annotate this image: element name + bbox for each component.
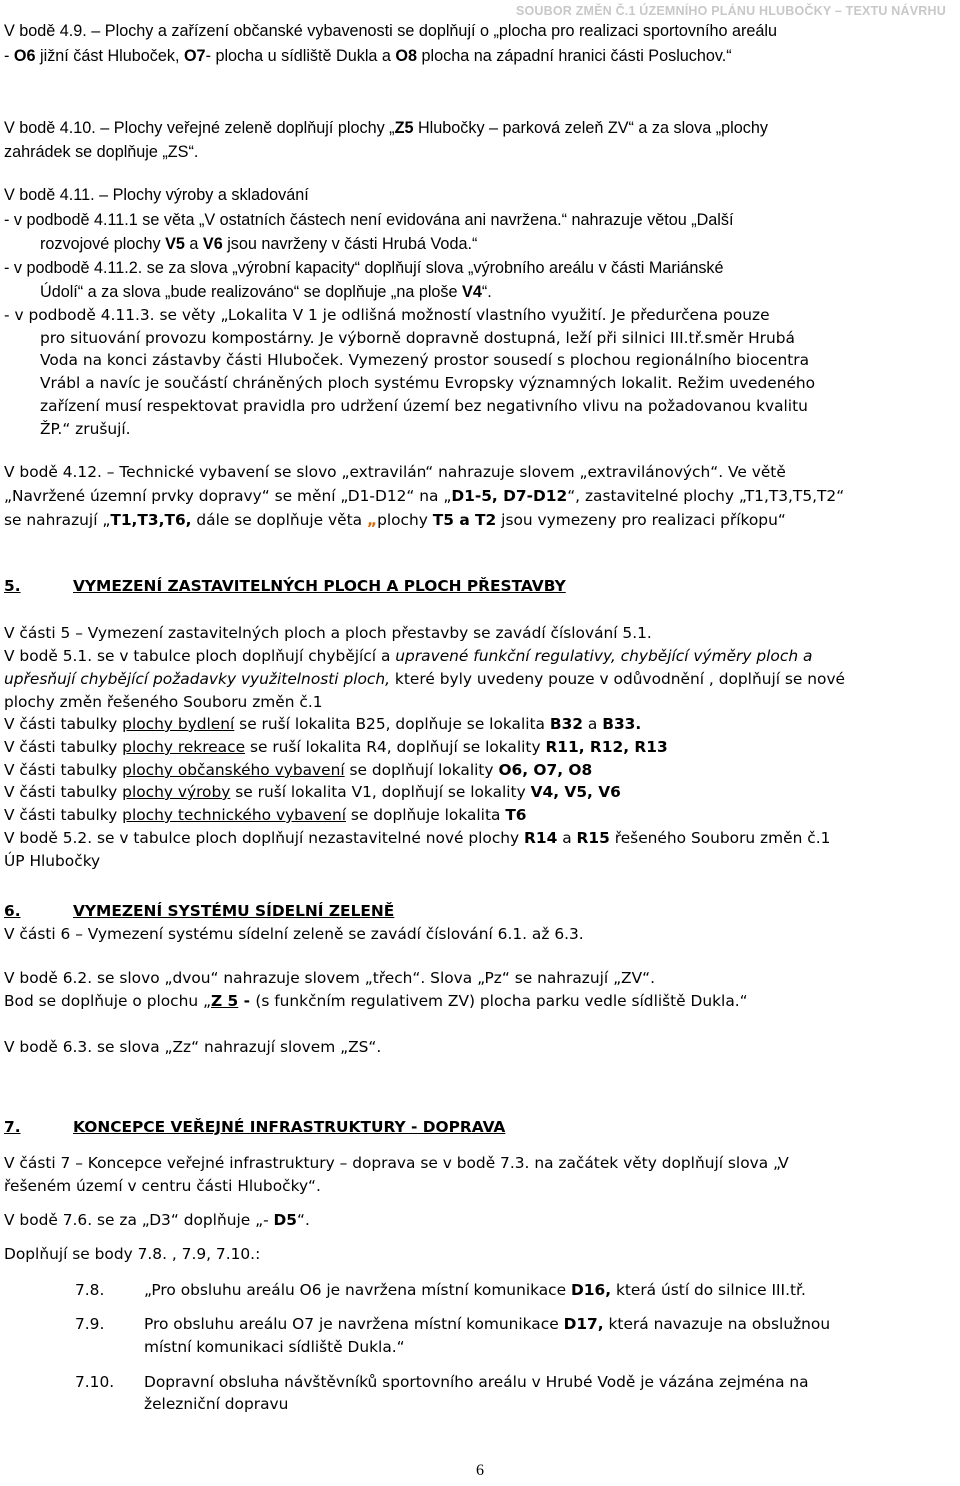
text-line: zařízení musí respektovat pravidla pro udržení území bez negativního vlivu na požadovanou kvalitu <box>40 397 808 415</box>
list-item: Dopravní obsluha návštěvníků sportovního areálu v Hrubé Vodě je vázána zejména na <box>144 1373 809 1391</box>
text-line: upřesňují chybějící požadavky využitelnosti ploch, které byly uvedeny pouze v odůvodnění , doplňují se nové <box>4 670 846 688</box>
text-line: Doplňují se body 7.8. , 7.9, 7.10.: <box>4 1245 261 1263</box>
text-line: - v podbodě 4.11.2. se za slova „výrobní kapacity“ doplňují slova „výrobního areálu v části Mariánské <box>4 259 724 277</box>
text-line: pro situování provozu kompostárny. Je výborně dopravně dostupná, leží při silnici III.tř.směr Hrubá <box>40 329 795 347</box>
text-line: Údolí“ a za slova „bude realizováno“ se doplňuje „na ploše V4“. <box>40 283 492 301</box>
text-line: - O6 jižní část Hluboček, O7- plocha u sídliště Dukla a O8 plocha na západní hranici části Posluchov.“ <box>4 47 732 65</box>
text-line: V bodě 4.10. – Plochy veřejné zeleně doplňují plochy „Z5 Hlubočky – parková zeleň ZV“ a za slova „plochy <box>4 119 768 137</box>
page-number: 6 <box>476 1462 484 1479</box>
list-item: „Pro obsluhu areálu O6 je navržena místní komunikace D16, která ústí do silnice III.tř. <box>144 1281 806 1299</box>
section-title: VYMEZENÍ SYSTÉMU SÍDELNÍ ZELENĚ <box>73 902 395 920</box>
text-line: plochy změn řešeného Souboru změn č.1 <box>4 693 323 711</box>
text-line: - v podbodě 4.11.1 se věta „V ostatních částech není evidována ani navržena.“ nahrazuje větou „Další <box>4 211 734 229</box>
list-item: Pro obsluhu areálu O7 je navržena místní komunikace D17, která navazuje na obslužnou <box>144 1315 831 1333</box>
text-line: V části tabulky plochy bydlení se ruší lokalita B25, doplňuje se lokalita B32 a B33. <box>4 715 642 733</box>
text-line: řešeném území v centru části Hlubočky“. <box>4 1177 321 1195</box>
list-item-continuation: místní komunikaci sídliště Dukla.“ <box>144 1338 405 1356</box>
text-line: ÚP Hlubočky <box>4 852 101 870</box>
text-line: V bodě 4.11. – Plochy výroby a skladování <box>4 186 309 204</box>
text-line: V části tabulky plochy technického vybavení se doplňuje lokalita T6 <box>4 806 527 824</box>
text-line: V bodě 4.12. – Technické vybavení se slovo „extravilán“ nahrazuje slovem „extravilánových“. Ve větě <box>4 463 786 481</box>
text-line: V bodě 5.2. se v tabulce ploch doplňují nezastavitelné nové plochy R14 a R15 řešeného Souboru změn č.1 <box>4 829 831 847</box>
text-line: Vrábl a navíc je součástí chráněných ploch systému Evropsky významných lokalit. Režim uvedeného <box>40 374 816 392</box>
text-line: „Navržené územní prvky dopravy“ se mění „D1-D12“ na „D1-5, D7-D12“, zastavitelné plochy „T1,T3,T5,T2“ <box>4 487 845 505</box>
text-line: V bodě 6.3. se slova „Zz“ nahrazují slovem „ZS“. <box>4 1038 382 1056</box>
section-number: 5. <box>4 577 21 595</box>
text-line: V části tabulky plochy výroby se ruší lokalita V1, doplňují se lokality V4, V5, V6 <box>4 783 621 801</box>
text-line: zahrádek se doplňuje „ZS“. <box>4 143 199 161</box>
list-item-number: 7.8. <box>75 1281 105 1299</box>
text-line: Voda na konci zástavby části Hluboček. Vymezený prostor sousedí s plochou regionálního biocentra <box>40 351 810 369</box>
text-line: Bod se doplňuje o plochu „Z 5 - (s funkčním regulativem ZV) plocha parku vedle sídliště Dukla.“ <box>4 992 748 1010</box>
text-line: - v podbodě 4.11.3. se věty „Lokalita V 1 je odlišná možností vlastního využití. Je předurčena pouze <box>4 306 770 324</box>
text-line: V části tabulky plochy rekreace se ruší lokalita R4, doplňují se lokality R11, R12, R13 <box>4 738 668 756</box>
text-line: rozvojové plochy V5 a V6 jsou navrženy v části Hrubá Voda.“ <box>40 235 478 253</box>
text-line: V části tabulky plochy občanského vybavení se doplňují lokality O6, O7, O8 <box>4 761 593 779</box>
text-line: V bodě 6.2. se slovo „dvou“ nahrazuje slovem „třech“. Slova „Pz“ se nahrazují „ZV“. <box>4 969 655 987</box>
text-line: se nahrazují „T1,T3,T6, dále se doplňuje věta „plochy T5 a T2 jsou vymezeny pro realizaci příkopu“ <box>4 511 786 529</box>
list-item-number: 7.9. <box>75 1315 105 1333</box>
text-line: ŽP.“ zrušují. <box>40 420 131 438</box>
text-line: V bodě 7.6. se za „D3“ doplňuje „- D5“. <box>4 1211 310 1229</box>
section-number: 7. <box>4 1118 21 1136</box>
list-item-number: 7.10. <box>75 1373 115 1391</box>
text-line: V bodě 4.9. – Plochy a zařízení občanské vybavenosti se doplňují o „plocha pro realizaci sportovního areálu <box>4 22 777 40</box>
text-line: V části 6 – Vymezení systému sídelní zeleně se zavádí číslování 6.1. až 6.3. <box>4 925 584 943</box>
section-number: 6. <box>4 902 21 920</box>
section-title: KONCEPCE VEŘEJNÉ INFRASTRUKTURY - DOPRAVA <box>73 1118 506 1136</box>
text-line: V části 5 – Vymezení zastavitelných ploch a ploch přestavby se zavádí číslování 5.1. <box>4 624 652 642</box>
list-item-continuation: železniční dopravu <box>144 1395 289 1413</box>
page-header: SOUBOR ZMĚN Č.1 ÚZEMNÍHO PLÁNU HLUBOČKY – TEXTU NÁVRHU <box>515 4 946 18</box>
section-title: VYMEZENÍ ZASTAVITELNÝCH PLOCH A PLOCH PŘESTAVBY <box>73 577 566 595</box>
text-line: V části 7 – Koncepce veřejné infrastruktury – doprava se v bodě 7.3. na začátek věty doplňují slova „V <box>4 1154 789 1172</box>
text-line: V bodě 5.1. se v tabulce ploch doplňují chybějící a upravené funkční regulativy, chybějící výměry ploch a <box>4 647 813 665</box>
